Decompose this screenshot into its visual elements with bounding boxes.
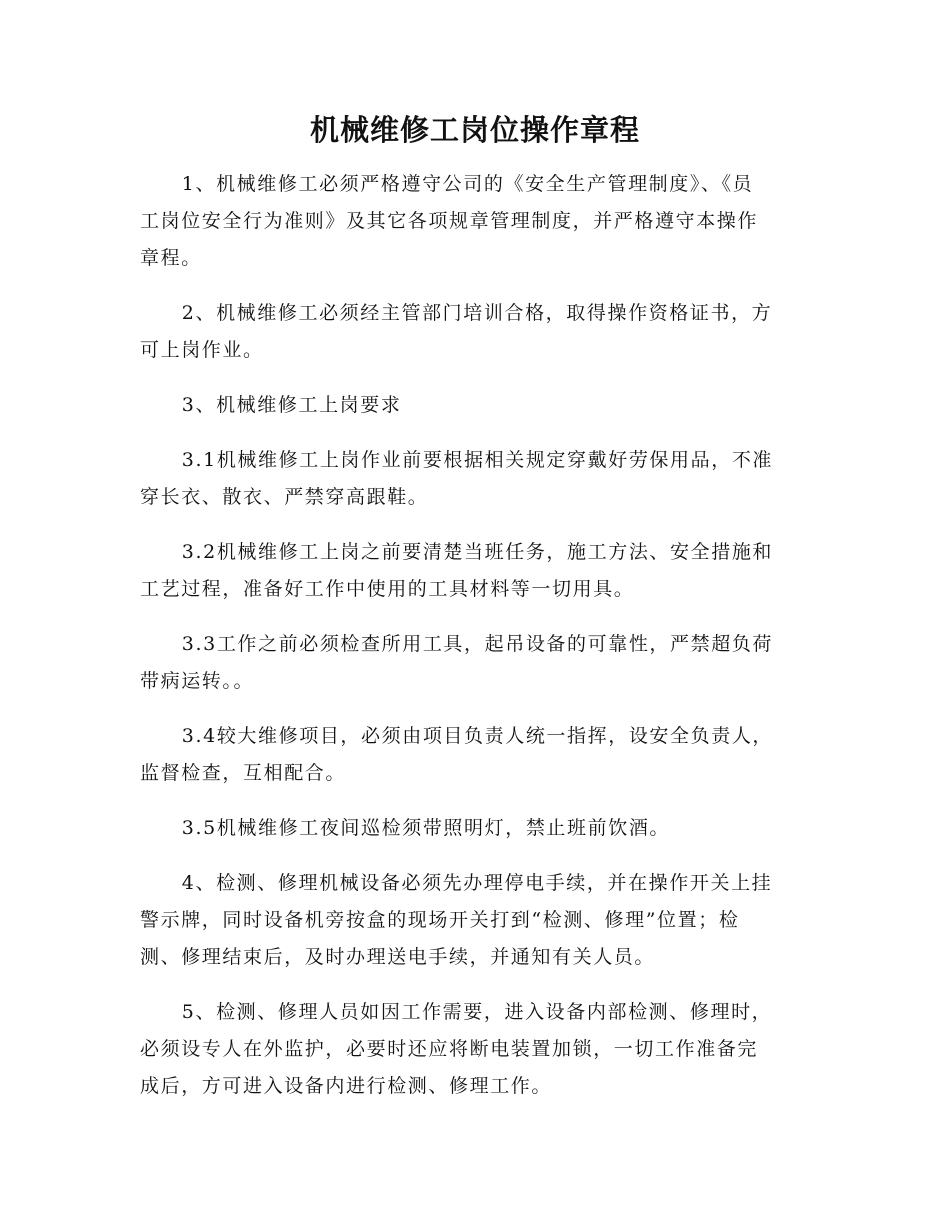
paragraph-line: 监督检查，互相配合。 — [140, 762, 347, 784]
paragraph-line: 5、检测、修理人员如因工作需要，进入设备内部检测、修理时， — [181, 1001, 773, 1023]
paragraph-line: 工岗位安全行为准则》及其它各项规章管理制度，并严格遵守本操作 — [140, 210, 759, 232]
paragraph-line: 工艺过程，准备好工作中使用的工具材料等一切用具。 — [140, 578, 635, 600]
paragraph-3 — [140, 387, 812, 424]
paragraph-4 — [140, 865, 812, 976]
paragraph-line: 警示牌，同时设备机旁按盒的现场开关打到“检测、修理”位置；检 — [140, 909, 740, 931]
paragraph-line: 3.3工作之前必须检查所用工具，起吊设备的可靠性，严禁超负荷 — [181, 633, 774, 655]
paragraph-line: 3.2机械维修工上岗之前要清楚当班任务，施工方法、安全措施和 — [181, 541, 774, 563]
paragraph-line: 4、检测、修理机械设备必须先办理停电手续，并在操作开关上挂 — [181, 872, 773, 894]
paragraph-3-3 — [140, 626, 812, 700]
paragraph-line: 3、机械维修工上岗要求 — [181, 394, 402, 416]
paragraph-line: 带病运转。。 — [140, 670, 255, 692]
paragraph-3-4 — [140, 718, 812, 792]
paragraph-line: 章程。 — [140, 247, 202, 269]
paragraph-3-5 — [140, 810, 812, 847]
paragraph-1 — [140, 166, 812, 277]
paragraph-line: 必须设专人在外监护，必要时还应将断电装置加锁，一切工作准备完 — [140, 1038, 759, 1060]
paragraph-line: 可上岗作业。 — [140, 339, 264, 361]
paragraph-line: 3.5机械维修工夜间巡检须带照明灯，禁止班前饮酒。 — [181, 817, 671, 839]
paragraph-2 — [140, 295, 812, 369]
paragraph-line: 3.1机械维修工上岗作业前要根据相关规定穿戴好劳保用品，不准 — [181, 449, 774, 471]
paragraph-3-2 — [140, 534, 812, 608]
paragraph-line: 穿长衣、散衣、严禁穿高跟鞋。 — [140, 486, 429, 508]
document-body — [140, 166, 812, 1123]
paragraph-line: 3.4较大维修项目，必须由项目负责人统一指挥，设安全负责人， — [181, 725, 774, 747]
paragraph-line: 2、机械维修工必须经主管部门培训合格，取得操作资格证书，方 — [181, 302, 773, 324]
paragraph-line: 成后，方可进入设备内进行检测、修理工作。 — [140, 1075, 553, 1097]
paragraph-line: 1、机械维修工必须严格遵守公司的《安全生产管理制度》、《员 — [181, 173, 754, 195]
paragraph-5 — [140, 994, 812, 1105]
paragraph-3-1 — [140, 442, 812, 516]
document-title: 机械维修工岗位操作章程 — [309, 113, 640, 147]
paragraph-line: 测、修理结束后，及时办理送电手续，并通知有关人员。 — [140, 946, 656, 968]
